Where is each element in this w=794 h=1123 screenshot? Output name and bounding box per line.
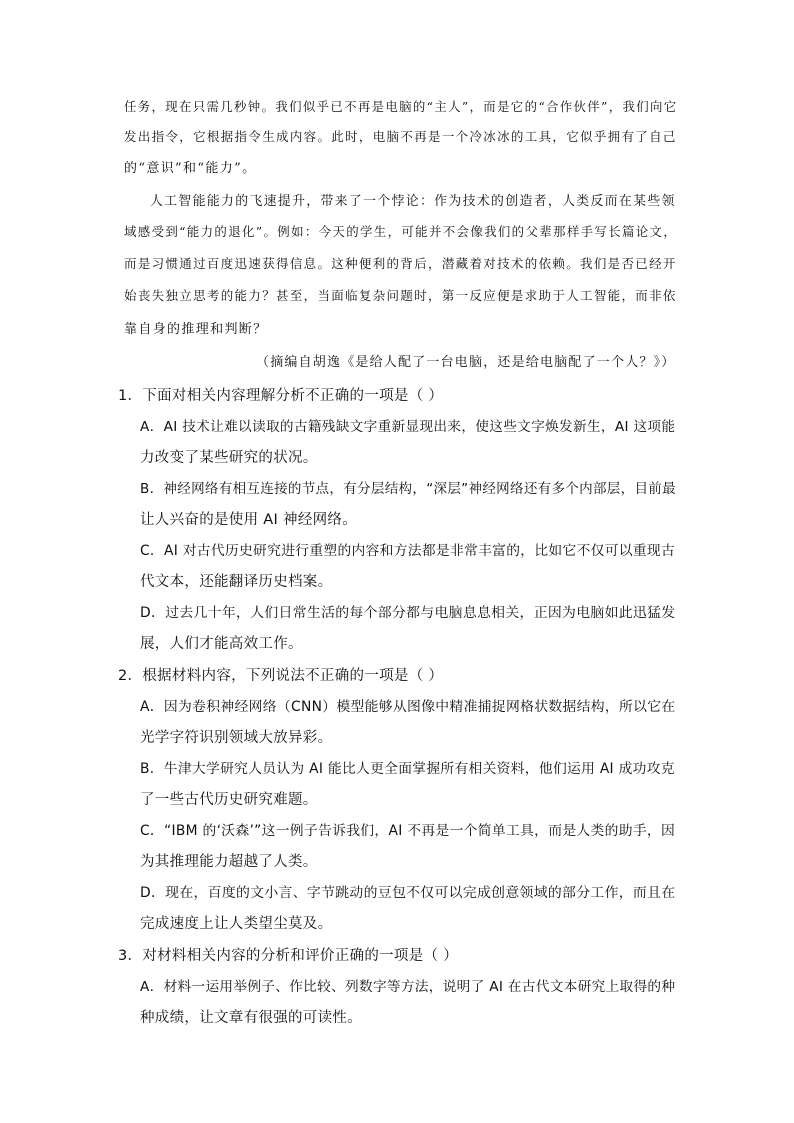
option-line: D．过去几十年，人们日常生活的每个部分都与电脑息息相关，正因为电脑如此迅猛发 [140,605,676,621]
question-stem: 2．根据材料内容，下列说法不正确的一项是（ ） [118,668,444,684]
option-line: C．AI 对古代历史研究进行重塑的内容和方法都是非常丰富的，比如它不仅可以重现古 [140,543,676,559]
passage-line: 的“意识”和“能力”。 [124,161,257,176]
passage-line: 域感受到“能力的退化”。例如：今天的学生，可能并不会像我们的父辈那样手写长篇论文， [124,224,678,239]
option-line: B．神经网络有相互连接的节点，有分层结构，“深层”神经网络还有多个内部层，目前最 [140,481,676,497]
passage-line: 人工智能能力的飞速提升，带来了一个悖论：作为技术的创造者，人类反而在某些领 [150,194,676,209]
option-line: 完成速度上让人类望尘莫及。 [140,916,333,932]
passage-line: 发出指令，它根据指令生成内容。此时，电脑不再是一个冷冰冰的工具，它似乎拥有了自己 [124,129,677,144]
option-line: A．因为卷积神经网络（CNN）模型能够从图像中精准捕捉网格状数据结构，所以它在 [140,699,676,715]
question-stem: 1．下面对相关内容理解分析不正确的一项是（ ） [118,388,444,404]
option-line: 光学字符识别领域大放异彩。 [140,730,333,746]
option-line: 让人兴奋的是使用 AI 神经网络。 [140,512,358,528]
option-line: D．现在，百度的文小言、字节跳动的豆包不仅可以完成创意领域的部分工作，而且在 [140,885,676,901]
option-line: 力改变了某些研究的状况。 [140,450,318,466]
option-line: 种成绩，让文章有很强的可读性。 [140,1010,362,1026]
option-line: 了一些古代历史研究难题。 [140,792,318,808]
option-line: 代文本，还能翻译历史档案。 [140,574,333,590]
passage-line: 始丧失独立思考的能力？甚至，当面临复杂问题时，第一反应便是求助于人工智能，而非依 [124,288,677,303]
source-attribution: （摘编自胡逸《是给人配了一台电脑，还是给电脑配了一个人？》） [256,355,676,370]
passage-line: 任务，现在只需几秒钟。我们似乎已不再是电脑的“主人”，而是它的“合作伙伴”，我们向它 [124,99,678,114]
option-line: A．AI 技术让难以读取的古籍残缺文字重新显现出来，使这些文字焕发新生，AI 这项能 [140,419,676,435]
question-stem: 3．对材料相关内容的分析和评价正确的一项是（ ） [118,948,459,964]
passage-line: 而是习惯通过百度迅速获得信息。这种便利的背后，潜藏着对技术的依赖。我们是否已经开 [124,256,677,271]
passage-line: 靠自身的推理和判断？ [124,322,268,337]
option-line: C．“IBM 的‘沃森’”这一例子告诉我们，AI 不再是一个简单工具，而是人类的助手，因 [140,823,676,839]
option-line: 展，人们才能高效工作。 [140,636,303,652]
option-line: B．牛津大学研究人员认为 AI 能比人更全面掌握所有相关资料，他们运用 AI 成功攻克 [140,761,675,777]
option-line: A．材料一运用举例子、作比较、列数字等方法，说明了 AI 在古代文本研究上取得的种 [140,979,676,995]
option-line: 为其推理能力超越了人类。 [140,854,318,870]
